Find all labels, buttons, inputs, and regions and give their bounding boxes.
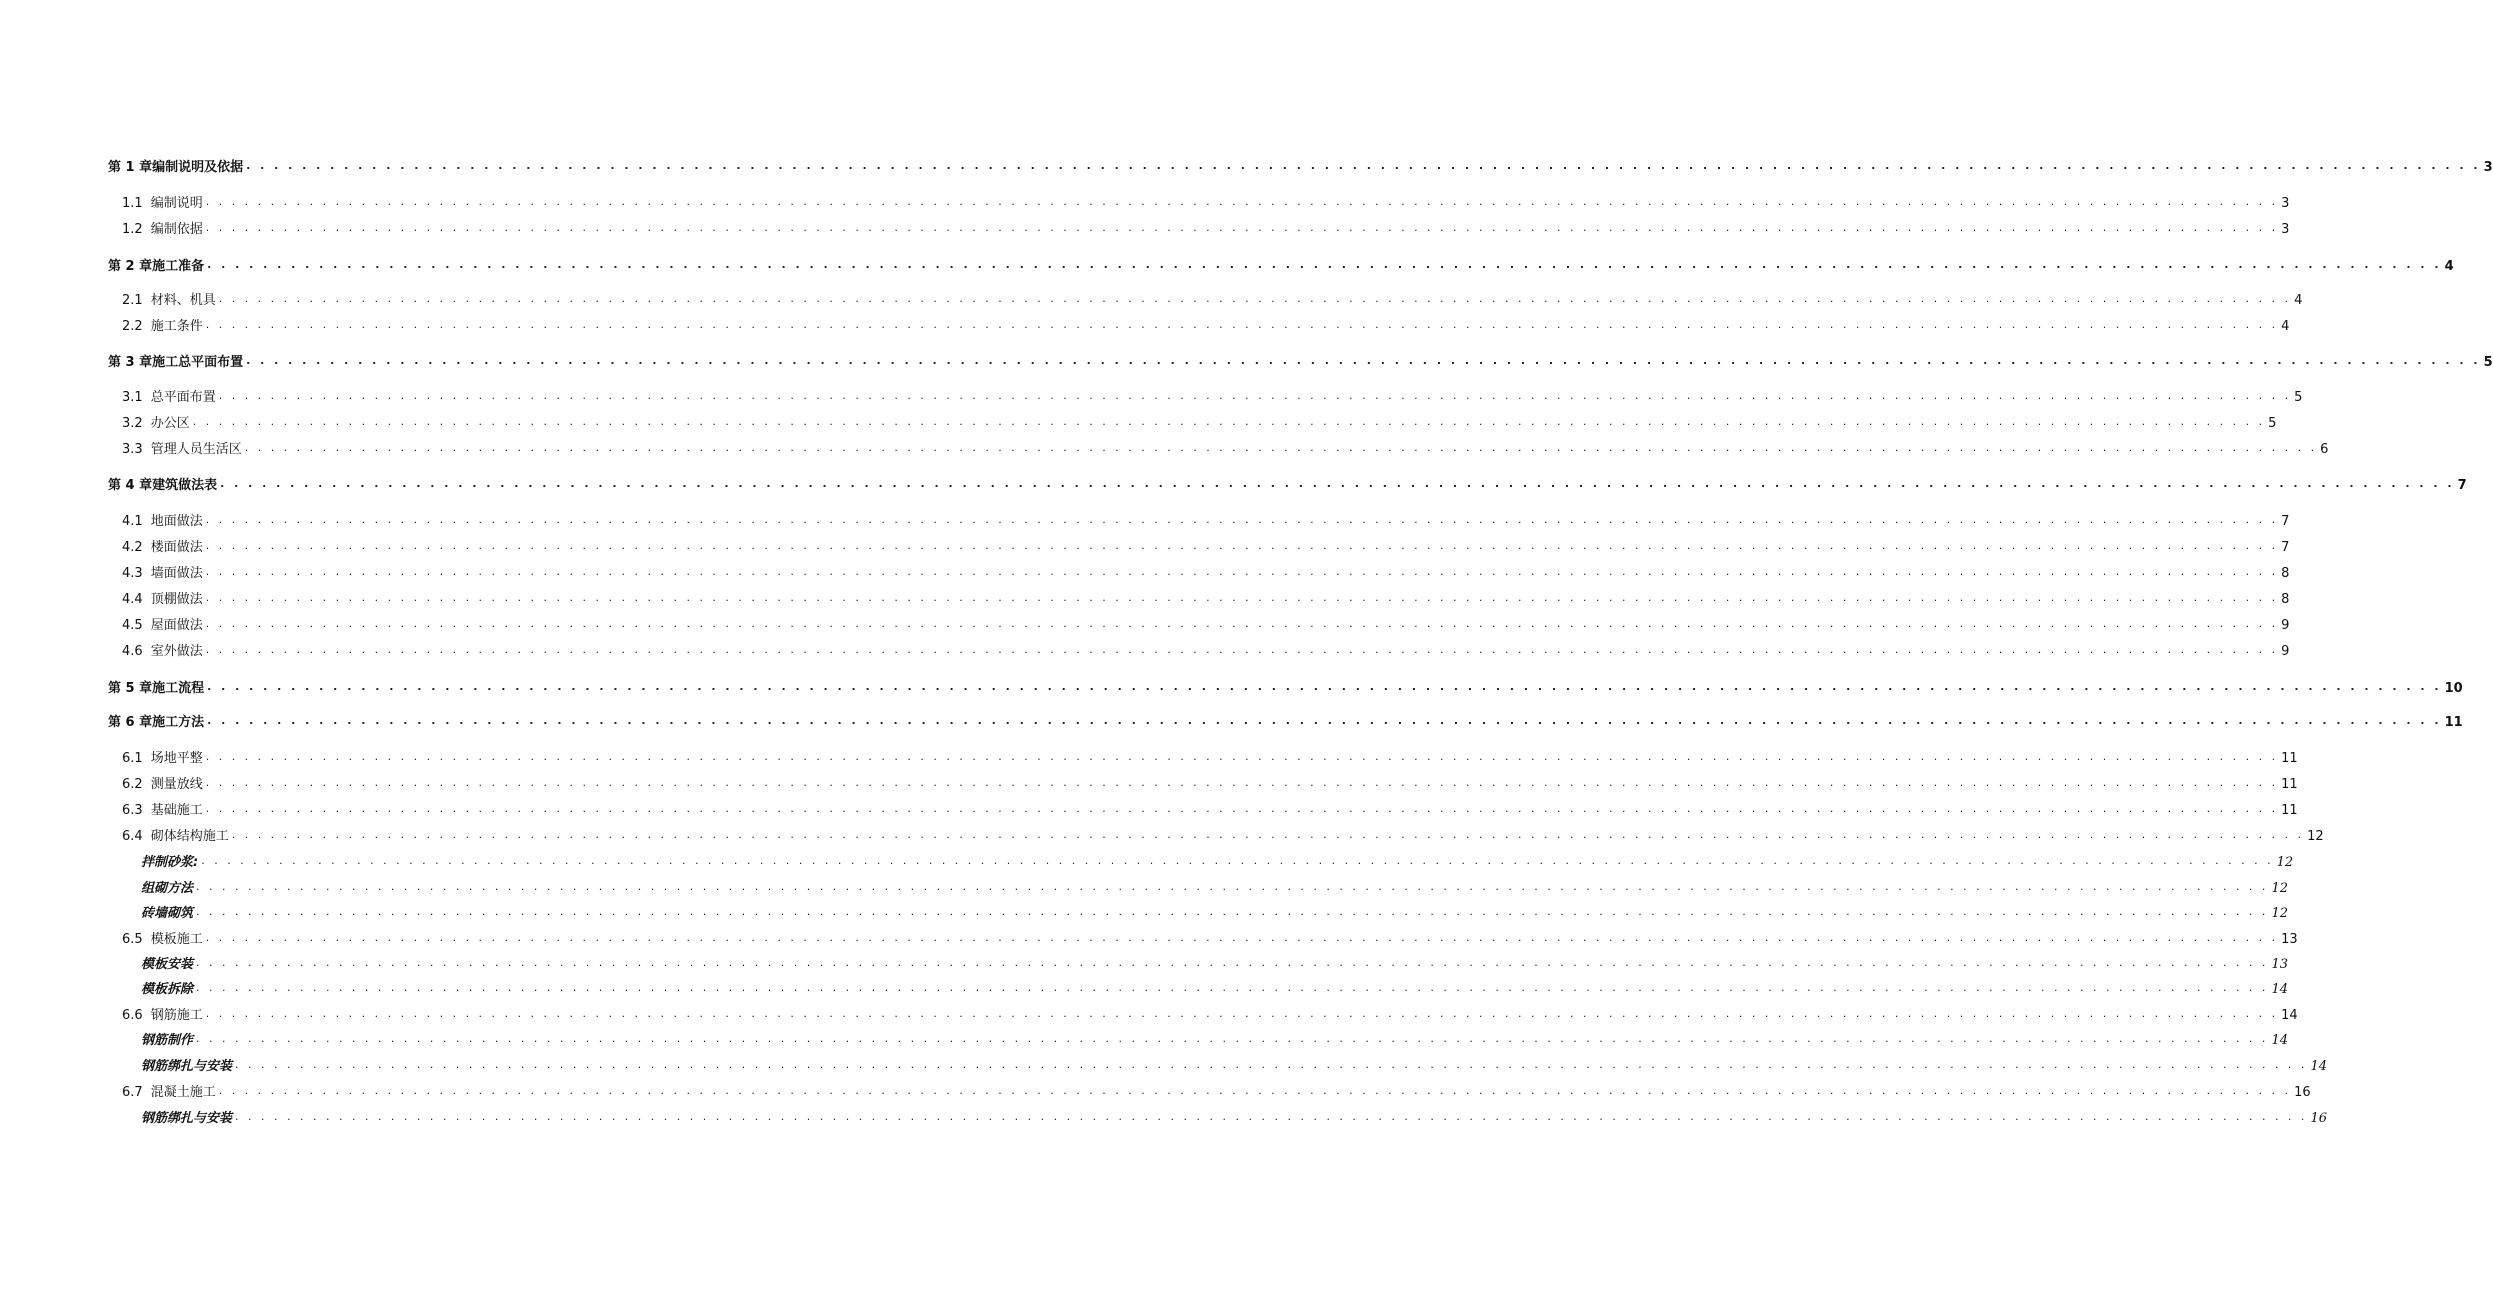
dot-leader: . . . . . . . . . . . . . . . . . . . . . . . . . . . . . . . . . . . . . . . . . . . . . . . . . . . . . . . . . . . . . . . . . . . . . . . . . . . . . . . . . . . . . . . . . . . . . . . . . . . . . . . . . . . . . . . . . . . . . . . . . . . . . . . . . . . . . . . . . . . . . . . . . . . . . . . . . . . . . . . . (196, 956, 2269, 969)
toc-page-number: 4 (2444, 259, 2454, 274)
toc-section-entry[interactable] (122, 796, 2298, 818)
toc-page-number: 14 (2271, 982, 2288, 997)
toc-entry-title: 钢筋施工 (150, 1008, 203, 1023)
toc-entry-title: 办公区 (150, 416, 190, 431)
toc-entry-title: 屋面做法 (150, 618, 203, 633)
toc-entry-title: 钢筋绑扎与安装 (141, 1059, 233, 1074)
toc-entry-number: 6.5 (122, 932, 143, 947)
toc-page-number: 11 (2281, 751, 2298, 766)
toc-entry-title: 第 4 章建筑做法表 (108, 478, 218, 493)
toc-page-number: 13 (2271, 957, 2288, 972)
toc-subsection-entry[interactable] (141, 899, 2288, 921)
dot-leader: . . . . . . . . . . . . . . . . . . . . . . . . . . . . . . . . . . . . . . . . . . . . . . . . . . . . . . . . . . . . . . . . . . . . . . . . . . . . . . . . . . . . . . . . . . . . . . . . . . . . . . . . . . . . . . . . . . . . . . . . . . . . . . . . . . . . . . . . . . . . . . . . . . . . . . . . . . . . . . . . (218, 1084, 2292, 1097)
dot-leader: . . . . . . . . . . . . . . . . . . . . . . . . . . . . . . . . . . . . . . . . . . . . . . . . . . . . . . . . . . . . . . . . . . . . . . . . . . . . . . . . . . . . . . . . . . . . . . . . . . . . . . . . . . . . . . . . . . . . . . . . . . . . . . . . . . . . . . . . . . . . . . . . . . . . . . . . . . . . . . . . (205, 221, 2279, 234)
toc-page-number: 5 (2268, 416, 2277, 431)
toc-section-entry[interactable] (122, 383, 2303, 405)
toc-page-number: 13 (2281, 932, 2298, 947)
dot-leader: . . . . . . . . . . . . . . . . . . . . . . . . . . . . . . . . . . . . . . . . . . . . . . . . . . . . . . . . . . . . . . . . . . . . . . . . . . . . . . . . . . . . . . . . . . . . . . . . . . . . . . . . . . . . . . . . . . . . . . . . . . . . . . . . . . . . . . . . . . . . . . . . . . . . . . . . . . . . . . . . (235, 1058, 2308, 1071)
toc-entry-number: 6.6 (122, 1008, 143, 1023)
toc-chapter-entry[interactable] (108, 252, 2454, 274)
dot-leader: . . . . . . . . . . . . . . . . . . . . . . . . . . . . . . . . . . . . . . . . . . . . . . . . . . . . . . . . . . . . . . . . . . . . . . . . . . . . . . . . . . . . . . . . . . . . . . . . . . . . . . . . . . . . . . . . . . . . . . . . . . . . . . . . . . . . . . . . . . . . . . . . . . . . . . . . . . . . . . . . (205, 195, 2279, 208)
toc-page-number: 14 (2310, 1059, 2327, 1074)
toc-subsection-entry[interactable] (141, 848, 2294, 870)
toc-page-number: 3 (2483, 160, 2493, 175)
toc-section-entry[interactable] (122, 744, 2298, 766)
toc-chapter-entry[interactable] (108, 471, 2467, 493)
toc-entry-title: 第 1 章编制说明及依据 (108, 160, 244, 175)
toc-page-number: 11 (2281, 803, 2298, 818)
dot-leader: . . . . . . . . . . . . . . . . . . . . . . . . . . . . . . . . . . . . . . . . . . . . . . . . . . . . . . . . . . . . . . . . . . . . . . . . . . . . . . . . . . . . . . . . . . . . . . . . . . . . . . . . . . . . . . . . . . . . . . . . . . . . . . . . . . . . . . . . . . . . . . . . . . . . . . . . . . . . . . . . (205, 617, 2279, 630)
dot-leader: . . . . . . . . . . . . . . . . . . . . . . . . . . . . . . . . . . . . . . . . . . . . . . . . . . . . . . . . . . . . . . . . . . . . . . . . . . . . . . . . . . . . . . . . . . . . . . . . . . . . . . . . . . . . . . . . . . . . . . . . . . . . . . . . . . . . . . . . . . . . . . . . . . . . . . . . . . . . . . . . (196, 905, 2269, 918)
toc-entry-number: 1.1 (122, 196, 143, 211)
toc-entry-title: 混凝土施工 (150, 1085, 216, 1100)
toc-section-entry[interactable] (122, 435, 2329, 457)
toc-entry-title: 第 3 章施工总平面布置 (108, 355, 244, 370)
toc-entry-number: 4.1 (122, 514, 143, 529)
toc-section-entry[interactable] (122, 559, 2290, 581)
toc-entry-number: 4.4 (122, 592, 143, 607)
toc-page-number: 12 (2307, 829, 2324, 844)
dot-leader: . . . . . . . . . . . . . . . . . . . . . . . . . . . . . . . . . . . . . . . . . . . . . . . . . . . . . . . . . . . . . . . . . . . . . . . . . . . . . . . . . . . . . . . . . . . . . . . . . . . . . . . . . . . . . . . . . . . . . . . . . . . . . . . . . . . . . . . . . . . . . . . . . . . . . . . . . . . . . . . . (196, 1032, 2269, 1045)
toc-subsection-entry[interactable] (141, 975, 2288, 997)
toc-entry-title: 墙面做法 (150, 566, 203, 581)
toc-entry-title: 编制依据 (150, 222, 203, 237)
toc-subsection-entry[interactable] (141, 1052, 2327, 1074)
toc-entry-number: 6.1 (122, 751, 143, 766)
dot-leader: . . . . . . . . . . . . . . . . . . . . . . . . . . . . . . . . . . . . . . . . . . . . . . . . . . . . . . . . . . . . . . . . . . . . . . . . . . . . . . . . . . . . . . . . . . . . . . . . . . . . . . . . . . . . . . . . . . . . . . . . . . . . . . . . . . . . . . . . . . . . . . . . . . . . . . . . . . . . . . . . (196, 981, 2269, 994)
dot-leader: . . . . . . . . . . . . . . . . . . . . . . . . . . . . . . . . . . . . . . . . . . . . . . . . . . . . . . . . . . . . . . . . . . . . . . . . . . . . . . . . . . . . . . . . . . . . . . . . . . . . . . . . . . . . . . . . . . . . . . . . . . . . . . . . . . . . . . . . . . . . . . . . . . . . . . . . . . . . . . . . (246, 159, 2481, 172)
toc-entry-title: 组砌方法 (141, 881, 194, 896)
dot-leader: . . . . . . . . . . . . . . . . . . . . . . . . . . . . . . . . . . . . . . . . . . . . . . . . . . . . . . . . . . . . . . . . . . . . . . . . . . . . . . . . . . . . . . . . . . . . . . . . . . . . . . . . . . . . . . . . . . . . . . . . . . . . . . . . . . . . . . . . . . . . . . . . . . . . . . . . . . . . . . . . (235, 1110, 2308, 1123)
toc-entry-number: 6.2 (122, 777, 143, 792)
toc-section-entry[interactable] (122, 925, 2298, 947)
toc-section-entry[interactable] (122, 189, 2290, 211)
toc-entry-title: 场地平整 (150, 751, 203, 766)
dot-leader: . . . . . . . . . . . . . . . . . . . . . . . . . . . . . . . . . . . . . . . . . . . . . . . . . . . . . . . . . . . . . . . . . . . . . . . . . . . . . . . . . . . . . . . . . . . . . . . . . . . . . . . . . . . . . . . . . . . . . . . . . . . . . . . . . . . . . . . . . . . . . . . . . . . . . . . . . . . . . . . . (205, 591, 2279, 604)
toc-entry-number: 4.3 (122, 566, 143, 581)
dot-leader: . . . . . . . . . . . . . . . . . . . . . . . . . . . . . . . . . . . . . . . . . . . . . . . . . . . . . . . . . . . . . . . . . . . . . . . . . . . . . . . . . . . . . . . . . . . . . . . . . . . . . . . . . . . . . . . . . . . . . . . . . . . . . . . . . . . . . . . . . . . . . . . . . . . . . . . . . . . . . . . . (205, 931, 2279, 944)
toc-section-entry[interactable] (122, 585, 2290, 607)
toc-page-number: 4 (2281, 319, 2290, 334)
toc-page-number: 14 (2271, 1033, 2288, 1048)
toc-entry-title: 编制说明 (150, 196, 203, 211)
toc-page-number: 12 (2276, 855, 2294, 870)
dot-leader: . . . . . . . . . . . . . . . . . . . . . . . . . . . . . . . . . . . . . . . . . . . . . . . . . . . . . . . . . . . . . . . . . . . . . . . . . . . . . . . . . . . . . . . . . . . . . . . . . . . . . . . . . . . . . . . . . . . . . . . . . . . . . . . . . . . . . . . . . . . . . . . . . . . . . . . . . . . . . . . . (207, 258, 2442, 271)
toc-chapter-entry[interactable] (108, 674, 2463, 696)
toc-entry-title: 顶棚做法 (150, 592, 203, 607)
dot-leader: . . . . . . . . . . . . . . . . . . . . . . . . . . . . . . . . . . . . . . . . . . . . . . . . . . . . . . . . . . . . . . . . . . . . . . . . . . . . . . . . . . . . . . . . . . . . . . . . . . . . . . . . . . . . . . . . . . . . . . . . . . . . . . . . . . . . . . . . . . . . . . . . . . . . . . . . . . . . . . . . (205, 513, 2279, 526)
toc-entry-title: 拌制砂浆: (141, 855, 199, 870)
dot-leader: . . . . . . . . . . . . . . . . . . . . . . . . . . . . . . . . . . . . . . . . . . . . . . . . . . . . . . . . . . . . . . . . . . . . . . . . . . . . . . . . . . . . . . . . . . . . . . . . . . . . . . . . . . . . . . . . . . . . . . . . . . . . . . . . . . . . . . . . . . . . . . . . . . . . . . . . . . . . . . . . (205, 802, 2279, 815)
toc-subsection-entry[interactable] (141, 1026, 2288, 1048)
toc-subsection-entry[interactable] (141, 874, 2288, 896)
toc-entry-title: 室外做法 (150, 644, 203, 659)
dot-leader: . . . . . . . . . . . . . . . . . . . . . . . . . . . . . . . . . . . . . . . . . . . . . . . . . . . . . . . . . . . . . . . . . . . . . . . . . . . . . . . . . . . . . . . . . . . . . . . . . . . . . . . . . . . . . . . . . . . . . . . . . . . . . . . . . . . . . . . . . . . . . . . . . . . . . . . . . . . . . . . . (246, 354, 2481, 367)
toc-section-entry[interactable] (122, 822, 2324, 844)
toc-entry-title: 模板拆除 (141, 982, 194, 997)
toc-entry-title: 施工条件 (150, 319, 203, 334)
toc-page-number: 7 (2281, 514, 2290, 529)
toc-entry-number: 2.1 (122, 293, 143, 308)
toc-section-entry[interactable] (122, 409, 2277, 431)
toc-entry-title: 管理人员生活区 (150, 442, 242, 457)
toc-page-number: 3 (2281, 196, 2290, 211)
toc-entry-title: 总平面布置 (150, 390, 216, 405)
dot-leader: . . . . . . . . . . . . . . . . . . . . . . . . . . . . . . . . . . . . . . . . . . . . . . . . . . . . . . . . . . . . . . . . . . . . . . . . . . . . . . . . . . . . . . . . . . . . . . . . . . . . . . . . . . . . . . . . . . . . . . . . . . . . . . . . . . . . . . . . . . . . . . . . . . . . . . . . . . . . . . . . (218, 292, 2292, 305)
toc-subsection-entry[interactable] (141, 1104, 2327, 1126)
dot-leader: . . . . . . . . . . . . . . . . . . . . . . . . . . . . . . . . . . . . . . . . . . . . . . . . . . . . . . . . . . . . . . . . . . . . . . . . . . . . . . . . . . . . . . . . . . . . . . . . . . . . . . . . . . . . . . . . . . . . . . . . . . . . . . . . . . . . . . . . . . . . . . . . . . . . . . . . . . . . . . . . (196, 880, 2269, 893)
toc-entry-title: 地面做法 (150, 514, 203, 529)
toc-entry-number: 3.3 (122, 442, 143, 457)
toc-page-number: 8 (2281, 566, 2290, 581)
toc-entry-number: 3.2 (122, 416, 143, 431)
toc-section-entry[interactable] (122, 611, 2290, 633)
toc-chapter-entry[interactable] (108, 708, 2463, 730)
toc-entry-title: 第 6 章施工方法 (108, 715, 205, 730)
toc-page-number: 5 (2294, 390, 2303, 405)
dot-leader: . . . . . . . . . . . . . . . . . . . . . . . . . . . . . . . . . . . . . . . . . . . . . . . . . . . . . . . . . . . . . . . . . . . . . . . . . . . . . . . . . . . . . . . . . . . . . . . . . . . . . . . . . . . . . . . . . . . . . . . . . . . . . . . . . . . . . . . . . . . . . . . . . . . . . . . . . . . . . . . . (218, 389, 2292, 402)
toc-page-number: 6 (2320, 442, 2329, 457)
toc-section-entry[interactable] (122, 286, 2303, 308)
toc-entry-number: 1.2 (122, 222, 143, 237)
dot-leader: . . . . . . . . . . . . . . . . . . . . . . . . . . . . . . . . . . . . . . . . . . . . . . . . . . . . . . . . . . . . . . . . . . . . . . . . . . . . . . . . . . . . . . . . . . . . . . . . . . . . . . . . . . . . . . . . . . . . . . . . . . . . . . . . . . . . . . . . . . . . . . . . . . . . . . . . . . . . . . . . (205, 776, 2279, 789)
toc-page-number: 12 (2271, 906, 2288, 921)
toc-page-number: 11 (2281, 777, 2298, 792)
toc-entry-title: 钢筋绑扎与安装 (141, 1111, 233, 1126)
toc-section-entry[interactable] (122, 507, 2290, 529)
toc-page-number: 3 (2281, 222, 2290, 237)
toc-entry-number: 2.2 (122, 319, 143, 334)
toc-page-number: 12 (2271, 881, 2288, 896)
toc-entry-title: 钢筋制作 (141, 1033, 194, 1048)
dot-leader: . . . . . . . . . . . . . . . . . . . . . . . . . . . . . . . . . . . . . . . . . . . . . . . . . . . . . . . . . . . . . . . . . . . . . . . . . . . . . . . . . . . . . . . . . . . . . . . . . . . . . . . . . . . . . . . . . . . . . . . . . . . . . . . . . . . . . . . . . . . . . . . . . . . . . . . . . . . . . . . . (207, 680, 2442, 693)
toc-section-entry[interactable] (122, 1078, 2311, 1100)
toc-entry-number: 4.6 (122, 644, 143, 659)
toc-page-number: 8 (2281, 592, 2290, 607)
toc-page-number: 10 (2444, 681, 2463, 696)
toc-section-entry[interactable] (122, 533, 2290, 555)
toc-entry-title: 基础施工 (150, 803, 203, 818)
toc-page-number: 9 (2281, 644, 2290, 659)
toc-page-number: 16 (2294, 1085, 2311, 1100)
toc-entry-title: 第 5 章施工流程 (108, 681, 205, 696)
dot-leader: . . . . . . . . . . . . . . . . . . . . . . . . . . . . . . . . . . . . . . . . . . . . . . . . . . . . . . . . . . . . . . . . . . . . . . . . . . . . . . . . . . . . . . . . . . . . . . . . . . . . . . . . . . . . . . . . . . . . . . . . . . . . . . . . . . . . . . . . . . . . . . . . . . . . . . . . . . . . . . . . (201, 854, 2274, 867)
toc-chapter-entry[interactable] (108, 153, 2493, 175)
toc-page-number: 14 (2281, 1008, 2298, 1023)
dot-leader: . . . . . . . . . . . . . . . . . . . . . . . . . . . . . . . . . . . . . . . . . . . . . . . . . . . . . . . . . . . . . . . . . . . . . . . . . . . . . . . . . . . . . . . . . . . . . . . . . . . . . . . . . . . . . . . . . . . . . . . . . . . . . . . . . . . . . . . . . . . . . . . . . . . . . . . . . . . . . . . . (205, 643, 2279, 656)
toc-entry-title: 楼面做法 (150, 540, 203, 555)
toc-entry-number: 4.2 (122, 540, 143, 555)
toc-entry-title: 材料、机具 (150, 293, 216, 308)
toc-entry-number: 6.7 (122, 1085, 143, 1100)
toc-entry-number: 4.5 (122, 618, 143, 633)
toc-entry-title: 模板安装 (141, 957, 194, 972)
toc-page-number: 9 (2281, 618, 2290, 633)
toc-page-number: 5 (2483, 355, 2493, 370)
toc-entry-number: 3.1 (122, 390, 143, 405)
toc-entry-number: 6.3 (122, 803, 143, 818)
dot-leader: . . . . . . . . . . . . . . . . . . . . . . . . . . . . . . . . . . . . . . . . . . . . . . . . . . . . . . . . . . . . . . . . . . . . . . . . . . . . . . . . . . . . . . . . . . . . . . . . . . . . . . . . . . . . . . . . . . . . . . . . . . . . . . . . . . . . . . . . . . . . . . . . . . . . . . . . . . . . . . . . (231, 828, 2305, 841)
dot-leader: . . . . . . . . . . . . . . . . . . . . . . . . . . . . . . . . . . . . . . . . . . . . . . . . . . . . . . . . . . . . . . . . . . . . . . . . . . . . . . . . . . . . . . . . . . . . . . . . . . . . . . . . . . . . . . . . . . . . . . . . . . . . . . . . . . . . . . . . . . . . . . . . . . . . . . . . . . . . . . . . (205, 539, 2279, 552)
toc-section-entry[interactable] (122, 770, 2298, 792)
dot-leader: . . . . . . . . . . . . . . . . . . . . . . . . . . . . . . . . . . . . . . . . . . . . . . . . . . . . . . . . . . . . . . . . . . . . . . . . . . . . . . . . . . . . . . . . . . . . . . . . . . . . . . . . . . . . . . . . . . . . . . . . . . . . . . . . . . . . . . . . . . . . . . . . . . . . . . . . . . . . . . . . (244, 441, 2318, 454)
dot-leader: . . . . . . . . . . . . . . . . . . . . . . . . . . . . . . . . . . . . . . . . . . . . . . . . . . . . . . . . . . . . . . . . . . . . . . . . . . . . . . . . . . . . . . . . . . . . . . . . . . . . . . . . . . . . . . . . . . . . . . . . . . . . . . . . . . . . . . . . . . . . . . . . . . . . . . . . . . . . . . . . (205, 318, 2279, 331)
toc-entry-title: 模板施工 (150, 932, 203, 947)
toc-section-entry[interactable] (122, 312, 2290, 334)
toc-entry-title: 砌体结构施工 (150, 829, 229, 844)
dot-leader: . . . . . . . . . . . . . . . . . . . . . . . . . . . . . . . . . . . . . . . . . . . . . . . . . . . . . . . . . . . . . . . . . . . . . . . . . . . . . . . . . . . . . . . . . . . . . . . . . . . . . . . . . . . . . . . . . . . . . . . . . . . . . . . . . . . . . . . . . . . . . . . . . . . . . . . . . . . . . . . . (205, 1007, 2279, 1020)
toc-page-number: 4 (2294, 293, 2303, 308)
toc-chapter-entry[interactable] (108, 348, 2493, 370)
toc-section-entry[interactable] (122, 637, 2290, 659)
toc-page-number: 7 (2457, 478, 2467, 493)
toc-page-number: 7 (2281, 540, 2290, 555)
toc-entry-number: 6.4 (122, 829, 143, 844)
dot-leader: . . . . . . . . . . . . . . . . . . . . . . . . . . . . . . . . . . . . . . . . . . . . . . . . . . . . . . . . . . . . . . . . . . . . . . . . . . . . . . . . . . . . . . . . . . . . . . . . . . . . . . . . . . . . . . . . . . . . . . . . . . . . . . . . . . . . . . . . . . . . . . . . . . . . . . . . . . . . . . . . (207, 714, 2442, 727)
toc-subsection-entry[interactable] (141, 950, 2288, 972)
dot-leader: . . . . . . . . . . . . . . . . . . . . . . . . . . . . . . . . . . . . . . . . . . . . . . . . . . . . . . . . . . . . . . . . . . . . . . . . . . . . . . . . . . . . . . . . . . . . . . . . . . . . . . . . . . . . . . . . . . . . . . . . . . . . . . . . . . . . . . . . . . . . . . . . . . . . . . . . . . . . . . . . (220, 477, 2455, 490)
toc-entry-title: 砖墙砌筑 (141, 906, 194, 921)
toc-entry-title: 第 2 章施工准备 (108, 259, 205, 274)
toc-section-entry[interactable] (122, 1001, 2298, 1023)
toc-section-entry[interactable] (122, 215, 2290, 237)
toc-page-number: 11 (2444, 715, 2463, 730)
toc-entry-title: 测量放线 (150, 777, 203, 792)
dot-leader: . . . . . . . . . . . . . . . . . . . . . . . . . . . . . . . . . . . . . . . . . . . . . . . . . . . . . . . . . . . . . . . . . . . . . . . . . . . . . . . . . . . . . . . . . . . . . . . . . . . . . . . . . . . . . . . . . . . . . . . . . . . . . . . . . . . . . . . . . . . . . . . . . . . . . . . . . . . . . . . . (205, 750, 2279, 763)
toc-page-number: 16 (2310, 1111, 2327, 1126)
dot-leader: . . . . . . . . . . . . . . . . . . . . . . . . . . . . . . . . . . . . . . . . . . . . . . . . . . . . . . . . . . . . . . . . . . . . . . . . . . . . . . . . . . . . . . . . . . . . . . . . . . . . . . . . . . . . . . . . . . . . . . . . . . . . . . . . . . . . . . . . . . . . . . . . . . . . . . . . . . . . . . . . (205, 565, 2279, 578)
dot-leader: . . . . . . . . . . . . . . . . . . . . . . . . . . . . . . . . . . . . . . . . . . . . . . . . . . . . . . . . . . . . . . . . . . . . . . . . . . . . . . . . . . . . . . . . . . . . . . . . . . . . . . . . . . . . . . . . . . . . . . . . . . . . . . . . . . . . . . . . . . . . . . . . . . . . . . . . . . . . . . . . (192, 415, 2266, 428)
